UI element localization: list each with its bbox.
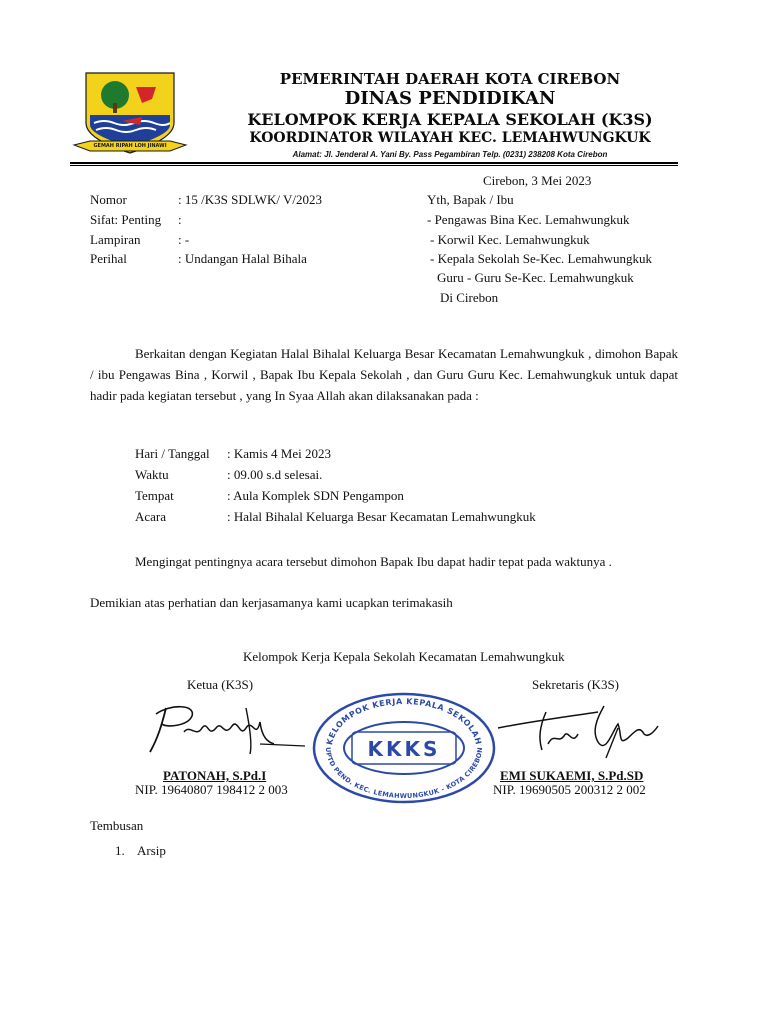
header-rule-thin — [70, 165, 678, 166]
city-emblem — [70, 67, 190, 159]
detail-label-event: Acara — [135, 509, 167, 524]
header-coordinator: KOORDINATOR WILAYAH KEC. LEMAHWUNGKUK — [249, 130, 651, 146]
recipient-location: Di Cirebon — [440, 290, 499, 305]
meta-value-subject: : Undangan Halal Bihala — [178, 251, 307, 266]
detail-label-time: Waktu — [135, 467, 169, 482]
body-paragraph-intro: Berkaitan dengan Kegiatan Halal Bihalal Keluarga Besar Kecamatan Lemahwungkuk , dimohon Bapak / ibu Pengawas Bina , Korwil , Bapak Ibu Kepala Sekolah , dan Guru Guru Kec. Lemahwungkuk untuk dapat hadir pada kegiatan tersebut , yang In Syaa Allah akan dilaksanakan pada : — [90, 346, 678, 403]
letter-date: Cirebon, 3 Mei 2023 — [483, 173, 592, 188]
detail-value-day: : Kamis 4 Mei 2023 — [227, 446, 331, 461]
meta-value-nature: : — [178, 212, 182, 227]
meta-label-subject: Perihal — [90, 251, 127, 266]
body-paragraph-reminder: Mengingat pentingnya acara tersebut dimohon Bapak Ibu dapat hadir tepat pada waktunya . — [135, 554, 612, 569]
stamp-top-text: KELOMPOK KERJA KEPALA SEKOLAH — [325, 696, 483, 746]
header-government: PEMERINTAH DAERAH KOTA CIREBON — [279, 70, 621, 88]
recipient-greeting: Yth, Bapak / Ibu — [427, 192, 514, 207]
body-paragraph-closing: Demikian atas perhatian dan kerjasamanya kami ucapkan terimakasih — [90, 595, 453, 610]
recipient-line: - Pengawas Bina Kec. Lemahwungkuk — [427, 212, 630, 227]
detail-value-event: : Halal Bihalal Keluarga Besar Kecamatan Lemahwungkuk — [227, 509, 536, 524]
official-stamp — [312, 692, 496, 804]
signer-left-name: PATONAH, S.Pd.I — [163, 768, 267, 783]
detail-value-time: : 09.00 s.d selesai. — [227, 467, 323, 482]
header-rule-thick — [70, 162, 678, 164]
stamp-center-text: KKKS — [367, 737, 441, 761]
signature-left — [140, 698, 310, 760]
signer-left-nip: NIP. 19640807 198412 2 003 — [135, 782, 288, 797]
cc-item-text: Arsip — [137, 843, 166, 858]
cc-item-number: 1. — [115, 843, 125, 858]
meta-label-number: Nomor — [90, 192, 127, 207]
recipient-line: Guru - Guru Se-Kec. Lemahwungkuk — [437, 270, 634, 285]
recipient-line: - Kepala Sekolah Se-Kec. Lemahwungkuk — [430, 251, 653, 266]
stamp-bottom-text: UPTD PEND. KEC. LEMAHWUNGKUK - KOTA CIREBON — [323, 746, 485, 801]
meta-label-attachment: Lampiran — [90, 232, 141, 247]
detail-label-day: Hari / Tanggal — [135, 446, 210, 461]
header-department: DINAS PENDIDIKAN — [344, 88, 556, 109]
meta-value-number: : 15 /K3S SDLWK/ V/2023 — [178, 192, 322, 207]
meta-label-nature: Sifat: Penting — [90, 212, 162, 227]
signer-right-nip: NIP. 19690505 200312 2 002 — [493, 782, 646, 797]
signer-right-name: EMI SUKAEMI, S.Pd.SD — [500, 768, 644, 783]
recipient-line: - Korwil Kec. Lemahwungkuk — [430, 232, 590, 247]
emblem-motto: GEMAH RIPAH LOH JINAWI — [93, 143, 167, 149]
signer-left-title: Ketua (K3S) — [187, 677, 254, 692]
closing-organization: Kelompok Kerja Kepala Sekolah Kecamatan Lemahwungkuk — [243, 649, 565, 664]
meta-value-attachment: : - — [178, 232, 190, 247]
header-organization: KELOMPOK KERJA KEPALA SEKOLAH (K3S) — [247, 110, 653, 129]
signer-right-title: Sekretaris (K3S) — [532, 677, 620, 692]
detail-value-place: : Aula Komplek SDN Pengampon — [227, 488, 404, 503]
cc-heading: Tembusan — [90, 818, 144, 833]
signature-right — [488, 698, 668, 760]
header-address: Alamat: Jl. Jenderal A. Yani By. Pass Pegambiran Telp. (0231) 238208 Kota Cirebon — [292, 150, 608, 159]
detail-label-place: Tempat — [135, 488, 174, 503]
